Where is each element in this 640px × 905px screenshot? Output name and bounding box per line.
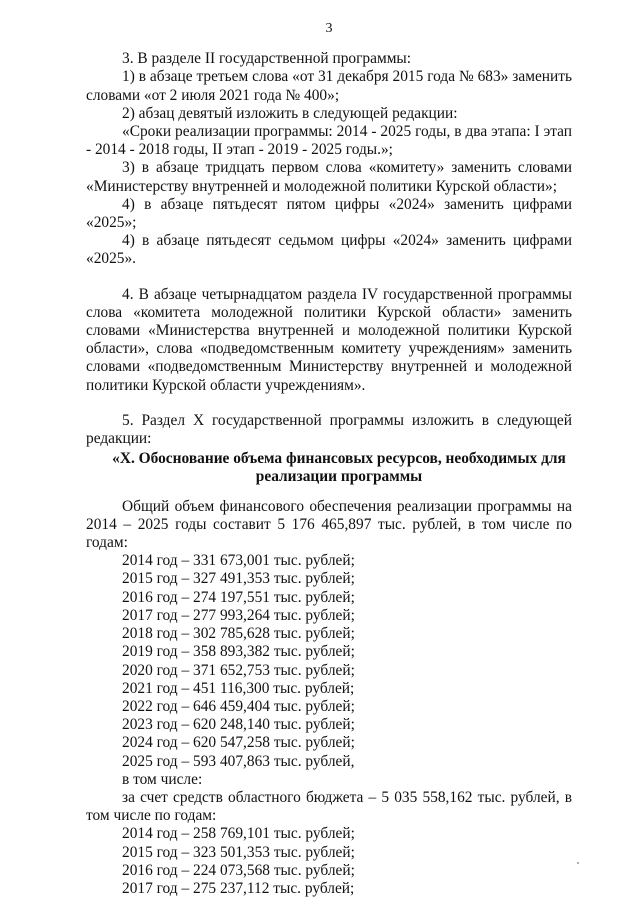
list-item: 2018 год – 302 785,628 тыс. рублей; xyxy=(122,625,355,643)
item3-point2: 2) абзац девятый изложить в следующей редакции: xyxy=(122,104,458,122)
including-label: в том числе: xyxy=(122,770,203,788)
list-item: 2017 год – 277 993,264 тыс. рублей; xyxy=(122,606,355,624)
list-item: 2022 год – 646 459,404 тыс. рублей; xyxy=(122,697,355,715)
scan-speck xyxy=(577,862,579,864)
list-item: 2021 год – 451 116,300 тыс. рублей; xyxy=(122,679,355,697)
page-number: 3 xyxy=(325,21,333,36)
section-heading: «X. Обоснование объема финансовых ресурсов, необходимых для реализации программы xyxy=(112,450,566,486)
item3-point1: 1) в абзаце третьем слова «от 31 декабря 2015 года № 683» заменить словами «от 2 июля 2021 года № 400»; xyxy=(86,68,572,104)
list-item: 2019 год – 358 893,382 тыс. рублей; xyxy=(122,643,355,661)
list-item: 2014 год – 331 673,001 тыс. рублей; xyxy=(122,552,355,570)
item3-point4: 4) в абзаце пятьдесят пятом цифры «2024» заменить цифрами «2025»; xyxy=(86,195,572,232)
list-item: 2023 год – 620 248,140 тыс. рублей; xyxy=(122,716,355,734)
total-by-year-list xyxy=(86,552,572,789)
item3-point3: 3) в абзаце тридцать первом слова «комитету» заменить словами «Министерству внутренней и молодежной политики Курской области»; xyxy=(86,159,572,195)
list-item: 2015 год – 323 501,353 тыс. рублей; xyxy=(122,843,355,861)
item5-paragraph: 5. Раздел X государственной программы изложить в следующей редакции: xyxy=(86,411,572,448)
list-item: 2020 год – 371 652,753 тыс. рублей; xyxy=(122,661,355,679)
list-item: 2016 год – 224 073,568 тыс. рублей; xyxy=(122,861,355,879)
list-item: 2025 год – 593 407,863 тыс. рублей, xyxy=(122,752,355,770)
item4-paragraph: 4. В абзаце четырнадцатом раздела IV государственной программы слова «комитета молодежной политики Курской области» заменить словами «Министерства внутренней и молодежной политики Курской области», слова «подведомственным комитету учреждениям» заменить словами «подведомственным Министерству внутренней и молодежной политики Курской области учреждениям». xyxy=(86,285,572,394)
item3-intro: 3. В разделе II государственной программы: xyxy=(122,50,412,68)
item3-point2-quote: «Сроки реализации программы: 2014 - 2025 годы, в два этапа: I этап - 2014 - 2018 годы, II этап - 2019 - 2025 годы.»; xyxy=(86,123,572,159)
list-item: 2017 год – 275 237,112 тыс. рублей; xyxy=(122,879,355,897)
total-funding-paragraph: Общий объем финансового обеспечения реализации программы на 2014 – 2025 годы составит 5 176 465,897 тыс. рублей, в том числе по годам: xyxy=(86,497,572,552)
list-item: 2024 год – 620 547,258 тыс. рублей; xyxy=(122,734,355,752)
regional-by-year-list xyxy=(86,825,572,898)
regional-budget-paragraph: за счет средств областного бюджета – 5 035 558,162 тыс. рублей, в том числе по годам: xyxy=(86,788,572,825)
list-item: 2014 год – 258 769,101 тыс. рублей; xyxy=(122,825,355,843)
list-item: 2015 год – 327 491,353 тыс. рублей; xyxy=(122,570,355,588)
list-item: 2016 год – 274 197,551 тыс. рублей; xyxy=(122,588,355,606)
item3-point5: 4) в абзаце пятьдесят седьмом цифры «2024» заменить цифрами «2025». xyxy=(86,232,572,268)
